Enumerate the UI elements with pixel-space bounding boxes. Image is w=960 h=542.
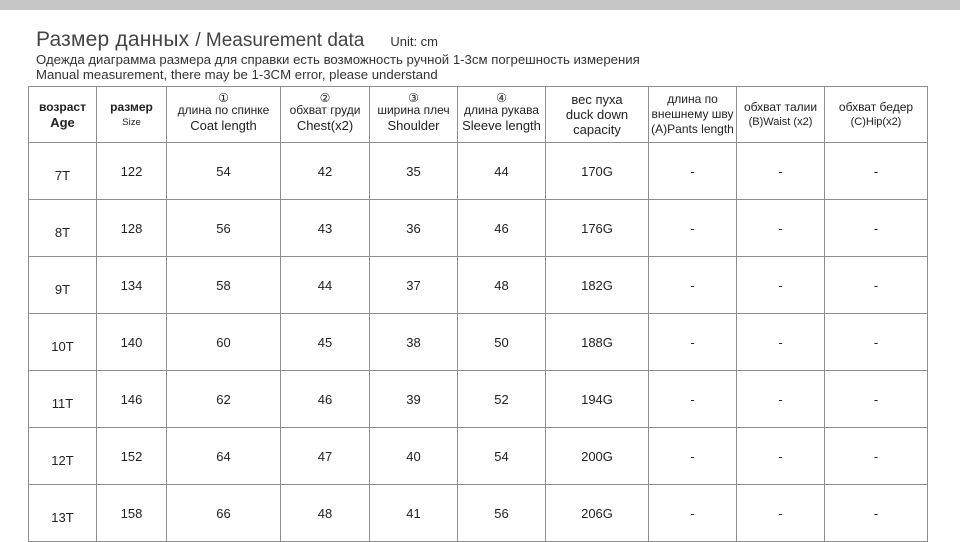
cell-sleeve-length: 44 — [458, 143, 546, 200]
note-russian: Одежда диаграмма размера для справки есть возможность ручной 1-3см погрешность измерения — [36, 52, 640, 67]
cell-pants-length: - — [649, 257, 737, 314]
cell-shoulder: 39 — [370, 371, 458, 428]
cell-down-capacity: 182G — [546, 257, 649, 314]
page-title — [36, 28, 438, 52]
cell-sleeve-length: 46 — [458, 200, 546, 257]
table-header-row — [29, 87, 928, 143]
cell-down-capacity: 200G — [546, 428, 649, 485]
column-header-hip: обхват бедер (C)Hip(x2) — [825, 87, 928, 143]
cell-waist: - — [737, 143, 825, 200]
title-russian: Размер данных — [36, 28, 190, 51]
column-header-chest: ② обхват груди Chest(x2) — [281, 87, 370, 143]
cell-coat-length: 64 — [167, 428, 281, 485]
title-english: / Measurement data — [195, 30, 365, 51]
table-row — [29, 200, 928, 257]
cell-sleeve-length: 50 — [458, 314, 546, 371]
column-header-coat-length: ① длина по спинке Coat length — [167, 87, 281, 143]
cell-pants-length: - — [649, 200, 737, 257]
cell-size: 134 — [97, 257, 167, 314]
cell-hip: - — [825, 200, 928, 257]
cell-age: 9T — [29, 257, 97, 314]
cell-coat-length: 60 — [167, 314, 281, 371]
cell-chest: 43 — [281, 200, 370, 257]
table-row — [29, 428, 928, 485]
cell-coat-length: 66 — [167, 485, 281, 542]
cell-down-capacity: 170G — [546, 143, 649, 200]
cell-chest: 48 — [281, 485, 370, 542]
table-row — [29, 371, 928, 428]
column-header-shoulder: ③ ширина плеч Shoulder — [370, 87, 458, 143]
cell-waist: - — [737, 257, 825, 314]
cell-pants-length: - — [649, 143, 737, 200]
cell-waist: - — [737, 371, 825, 428]
cell-hip: - — [825, 257, 928, 314]
column-header-size: размер Size — [97, 87, 167, 143]
cell-sleeve-length: 56 — [458, 485, 546, 542]
cell-age: 12T — [29, 428, 97, 485]
table-row — [29, 143, 928, 200]
cell-shoulder: 40 — [370, 428, 458, 485]
cell-size: 122 — [97, 143, 167, 200]
cell-age: 8T — [29, 200, 97, 257]
cell-chest: 45 — [281, 314, 370, 371]
cell-coat-length: 62 — [167, 371, 281, 428]
cell-chest: 46 — [281, 371, 370, 428]
column-header-sleeve-length: ④ длина рукава Sleeve length — [458, 87, 546, 143]
cell-size: 146 — [97, 371, 167, 428]
cell-hip: - — [825, 143, 928, 200]
cell-sleeve-length: 48 — [458, 257, 546, 314]
cell-down-capacity: 194G — [546, 371, 649, 428]
cell-shoulder: 35 — [370, 143, 458, 200]
cell-shoulder: 41 — [370, 485, 458, 542]
unit-label: Unit: cm — [390, 34, 438, 49]
cell-pants-length: - — [649, 371, 737, 428]
column-header-waist: обхват талии (B)Waist (x2) — [737, 87, 825, 143]
cell-down-capacity: 188G — [546, 314, 649, 371]
cell-hip: - — [825, 428, 928, 485]
cell-pants-length: - — [649, 485, 737, 542]
top-divider-bar — [0, 0, 960, 10]
column-header-down-capacity: вес пуха duck down capacity — [546, 87, 649, 143]
cell-age: 10T — [29, 314, 97, 371]
cell-pants-length: - — [649, 428, 737, 485]
table-row — [29, 257, 928, 314]
cell-sleeve-length: 54 — [458, 428, 546, 485]
note-english: Manual measurement, there may be 1-3CM error, please understand — [36, 67, 438, 82]
cell-shoulder: 38 — [370, 314, 458, 371]
cell-size: 152 — [97, 428, 167, 485]
column-header-pants-length: длина по внешнему шву (A)Pants length — [649, 87, 737, 143]
cell-size: 158 — [97, 485, 167, 542]
column-header-age: возраст Age — [29, 87, 97, 143]
cell-waist: - — [737, 428, 825, 485]
cell-age: 11T — [29, 371, 97, 428]
cell-size: 140 — [97, 314, 167, 371]
cell-chest: 42 — [281, 143, 370, 200]
cell-size: 128 — [97, 200, 167, 257]
cell-shoulder: 36 — [370, 200, 458, 257]
cell-waist: - — [737, 200, 825, 257]
cell-chest: 44 — [281, 257, 370, 314]
cell-shoulder: 37 — [370, 257, 458, 314]
table-row — [29, 314, 928, 371]
cell-sleeve-length: 52 — [458, 371, 546, 428]
cell-hip: - — [825, 485, 928, 542]
cell-waist: - — [737, 314, 825, 371]
cell-coat-length: 54 — [167, 143, 281, 200]
cell-hip: - — [825, 371, 928, 428]
cell-down-capacity: 206G — [546, 485, 649, 542]
table-row — [29, 485, 928, 542]
cell-age: 13T — [29, 485, 97, 542]
cell-chest: 47 — [281, 428, 370, 485]
cell-coat-length: 56 — [167, 200, 281, 257]
cell-age: 7T — [29, 143, 97, 200]
cell-waist: - — [737, 485, 825, 542]
cell-pants-length: - — [649, 314, 737, 371]
cell-down-capacity: 176G — [546, 200, 649, 257]
cell-coat-length: 58 — [167, 257, 281, 314]
cell-hip: - — [825, 314, 928, 371]
